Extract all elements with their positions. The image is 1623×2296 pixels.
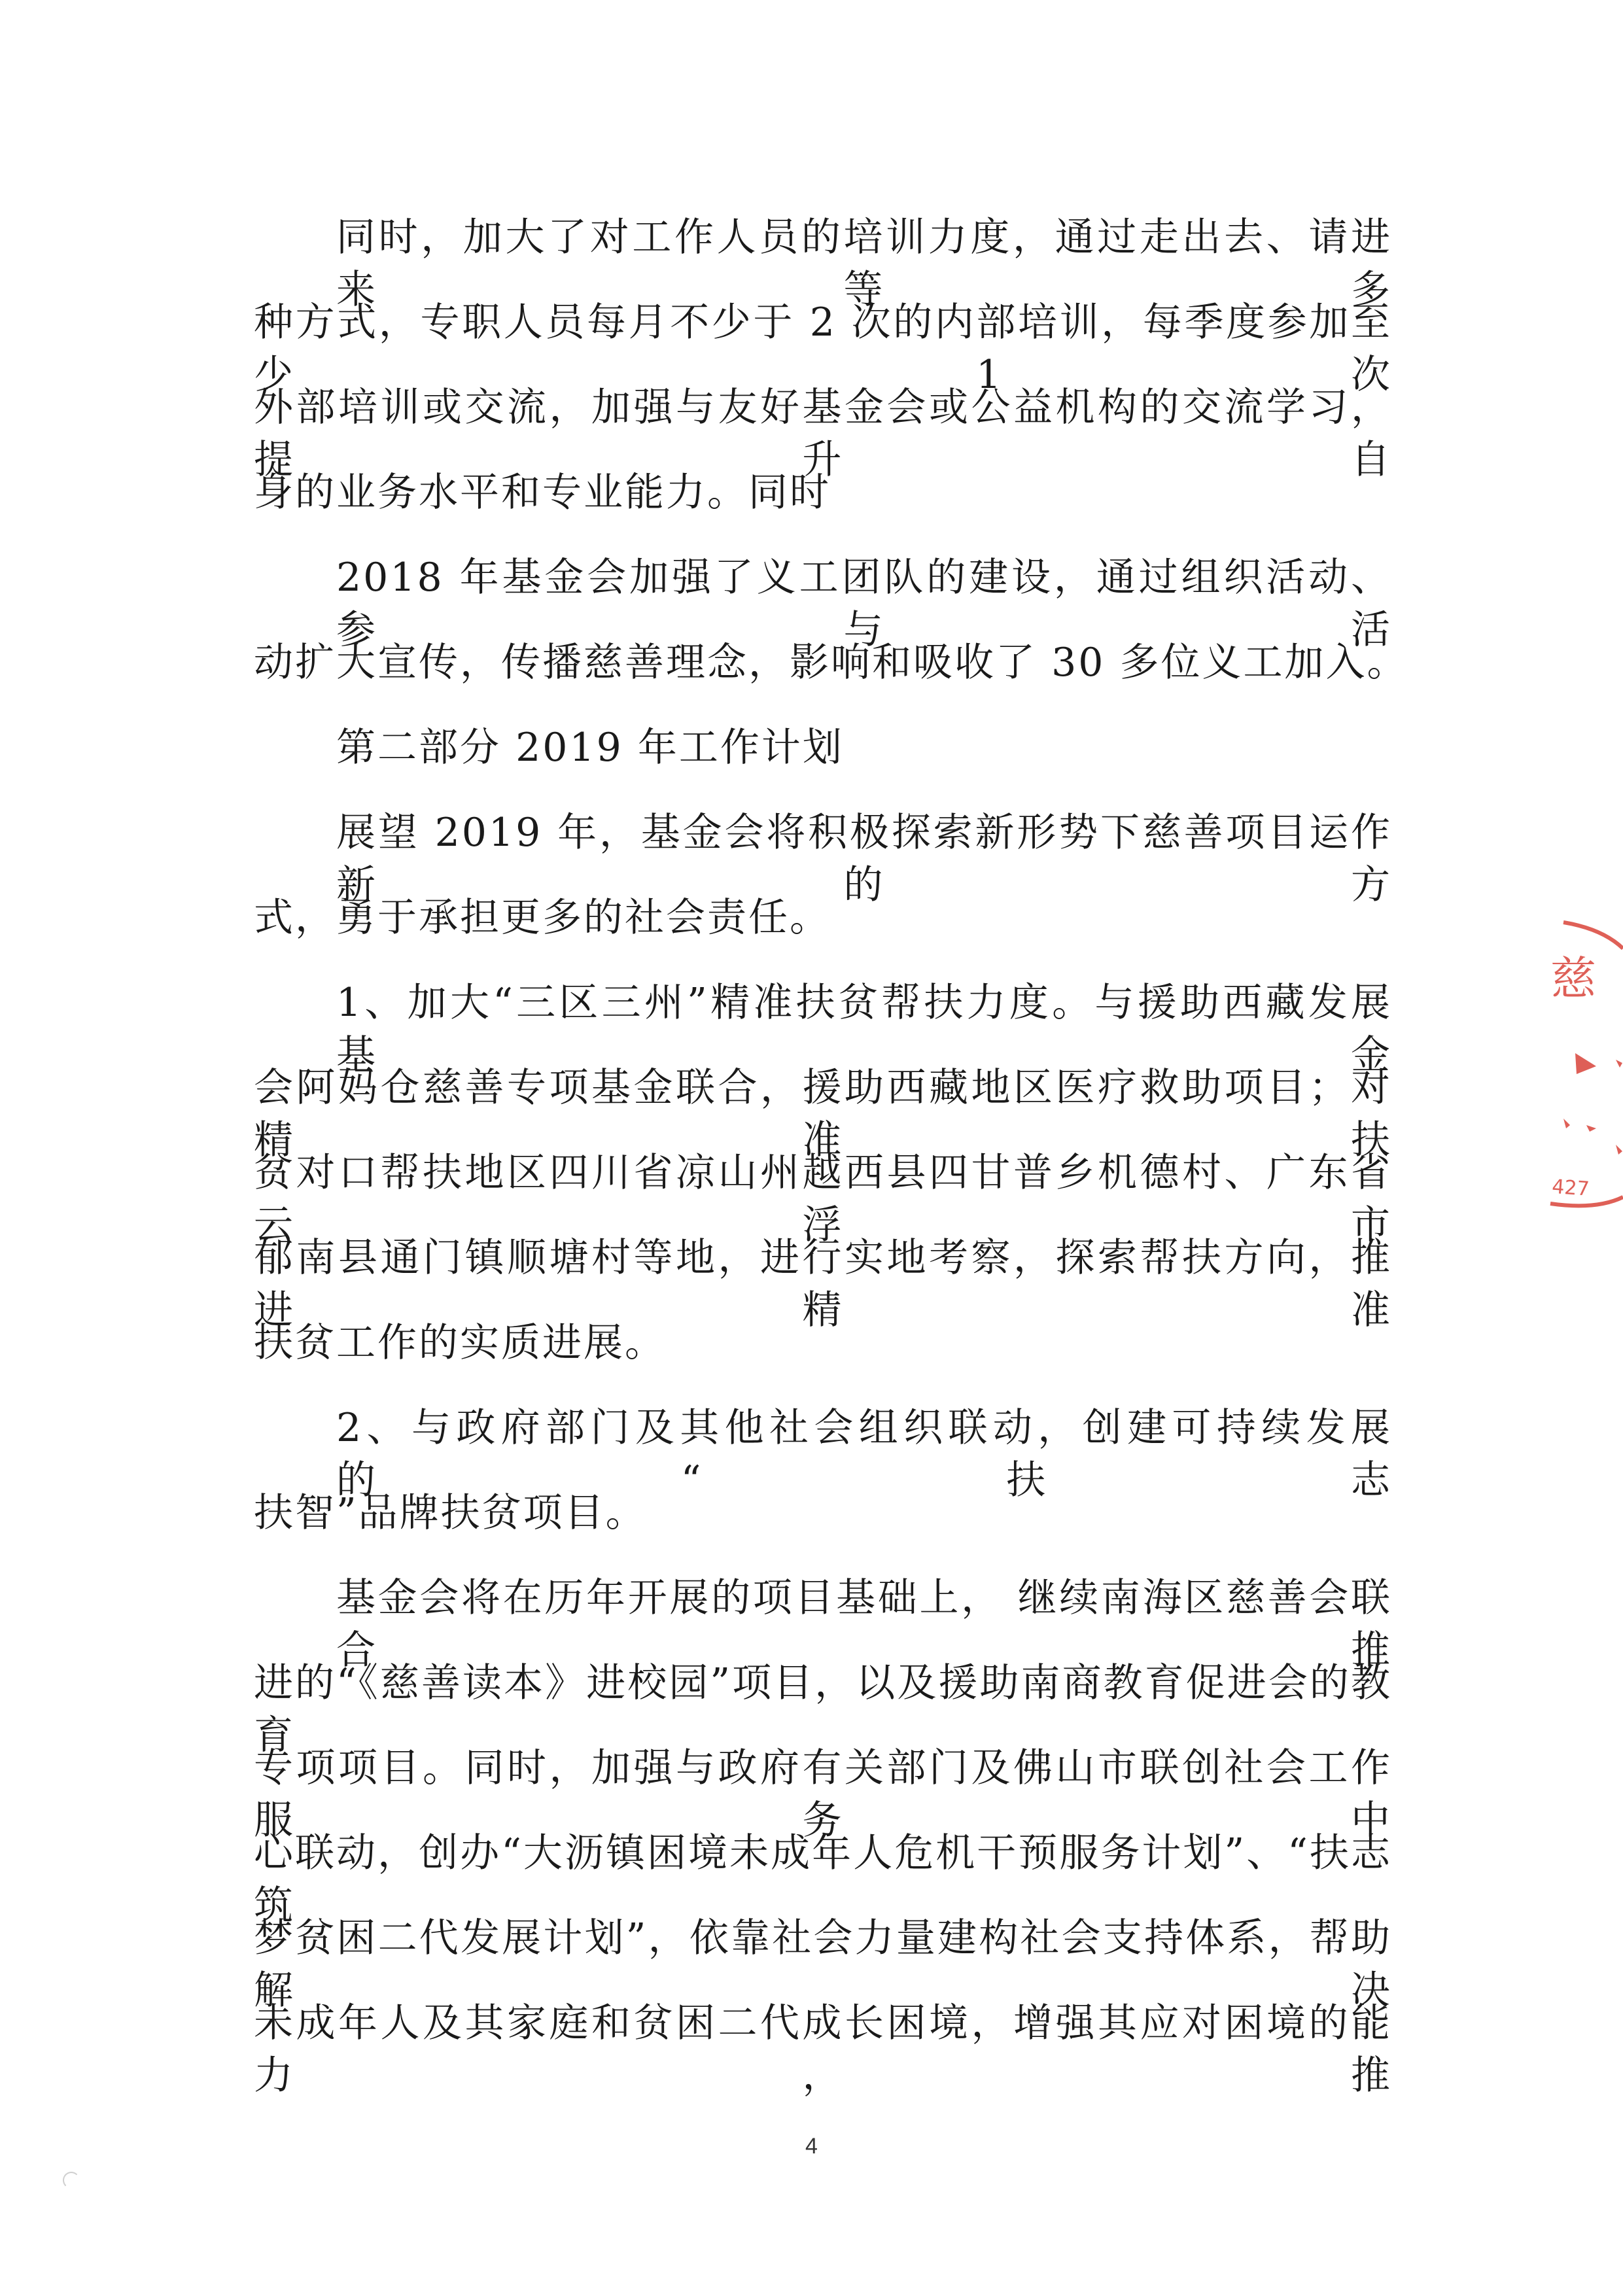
- paragraph-line: 2018 年基金会加强了义工团队的建设，通过组织活动、参与活: [336, 555, 1392, 653]
- paragraph-line: 贫对口帮扶地区四川省凉山州越西县四甘普乡机德村、广东省云浮市: [254, 1150, 1392, 1248]
- paragraph-line: 扶贫工作的实质进展。: [254, 1320, 666, 1366]
- paragraph-line: 2、与政府部门及其他社会组织联动，创建可持续发展的“扶志: [336, 1405, 1392, 1503]
- scan-artifact: [63, 2172, 80, 2189]
- paragraph-line: 1、加大“三区三州”精准扶贫帮扶力度。与援助西藏发展基金: [336, 980, 1392, 1078]
- paragraph-line: 梦贫困二代发展计划”，依靠社会力量建构社会支持体系，帮助解决: [254, 1915, 1392, 2013]
- seal-fragment-icon: [1524, 903, 1623, 1256]
- paragraph-line: 心联动，创办“大沥镇困境未成年人危机干预服务计划”、“扶志筑: [254, 1830, 1392, 1928]
- paragraph-line: 同时，加大了对工作人员的培训力度，通过走出去、请进来等多: [336, 215, 1392, 313]
- paragraph-line: 外部培训或交流，加强与友好基金会或公益机构的交流学习，提升自: [254, 385, 1392, 483]
- page-number: 4: [805, 2134, 818, 2159]
- red-seal-stamp: [1524, 903, 1623, 1256]
- paragraph-line: 式，勇于承担更多的社会责任。: [254, 895, 831, 941]
- paragraph-line: 展望 2019 年，基金会将积极探索新形势下慈善项目运作新的方: [336, 810, 1392, 908]
- paragraph-line: 扶智”品牌扶贫项目。: [254, 1490, 647, 1536]
- paragraph-line: 身的业务水平和专业能力。同时: [254, 470, 831, 515]
- paragraph-line: 未成年人及其家庭和贫困二代成长困境，增强其应对困境的能力，推: [254, 2000, 1392, 2098]
- paragraph-line: 会阿妈仓慈善专项基金联合，援助西藏地区医疗救助项目；对精准扶: [254, 1065, 1392, 1163]
- paragraph-line: 进的“《慈善读本》进校园”项目，以及援助南商教育促进会的教育: [254, 1660, 1392, 1758]
- seal-char: 慈: [1550, 952, 1596, 1005]
- section-heading: 第二部分 2019 年工作计划: [336, 725, 844, 771]
- paragraph-line: 动扩大宣传，传播慈善理念，影响和吸收了 30 多位义工加入。: [254, 640, 1408, 686]
- paragraph-line: 基金会将在历年开展的项目基础上， 继续南海区慈善会联合推: [336, 1575, 1392, 1673]
- paragraph-line: 种方式，专职人员每月不少于 2 次的内部培训，每季度参加至少 1 次: [254, 300, 1392, 398]
- seal-digits: 427: [1551, 1175, 1590, 1201]
- paragraph-line: 郁南县通门镇顺塘村等地，进行实地考察，探索帮扶方向，推进精准: [254, 1235, 1392, 1333]
- paragraph-line: 专项项目。同时，加强与政府有关部门及佛山市联创社会工作服务中: [254, 1745, 1392, 1843]
